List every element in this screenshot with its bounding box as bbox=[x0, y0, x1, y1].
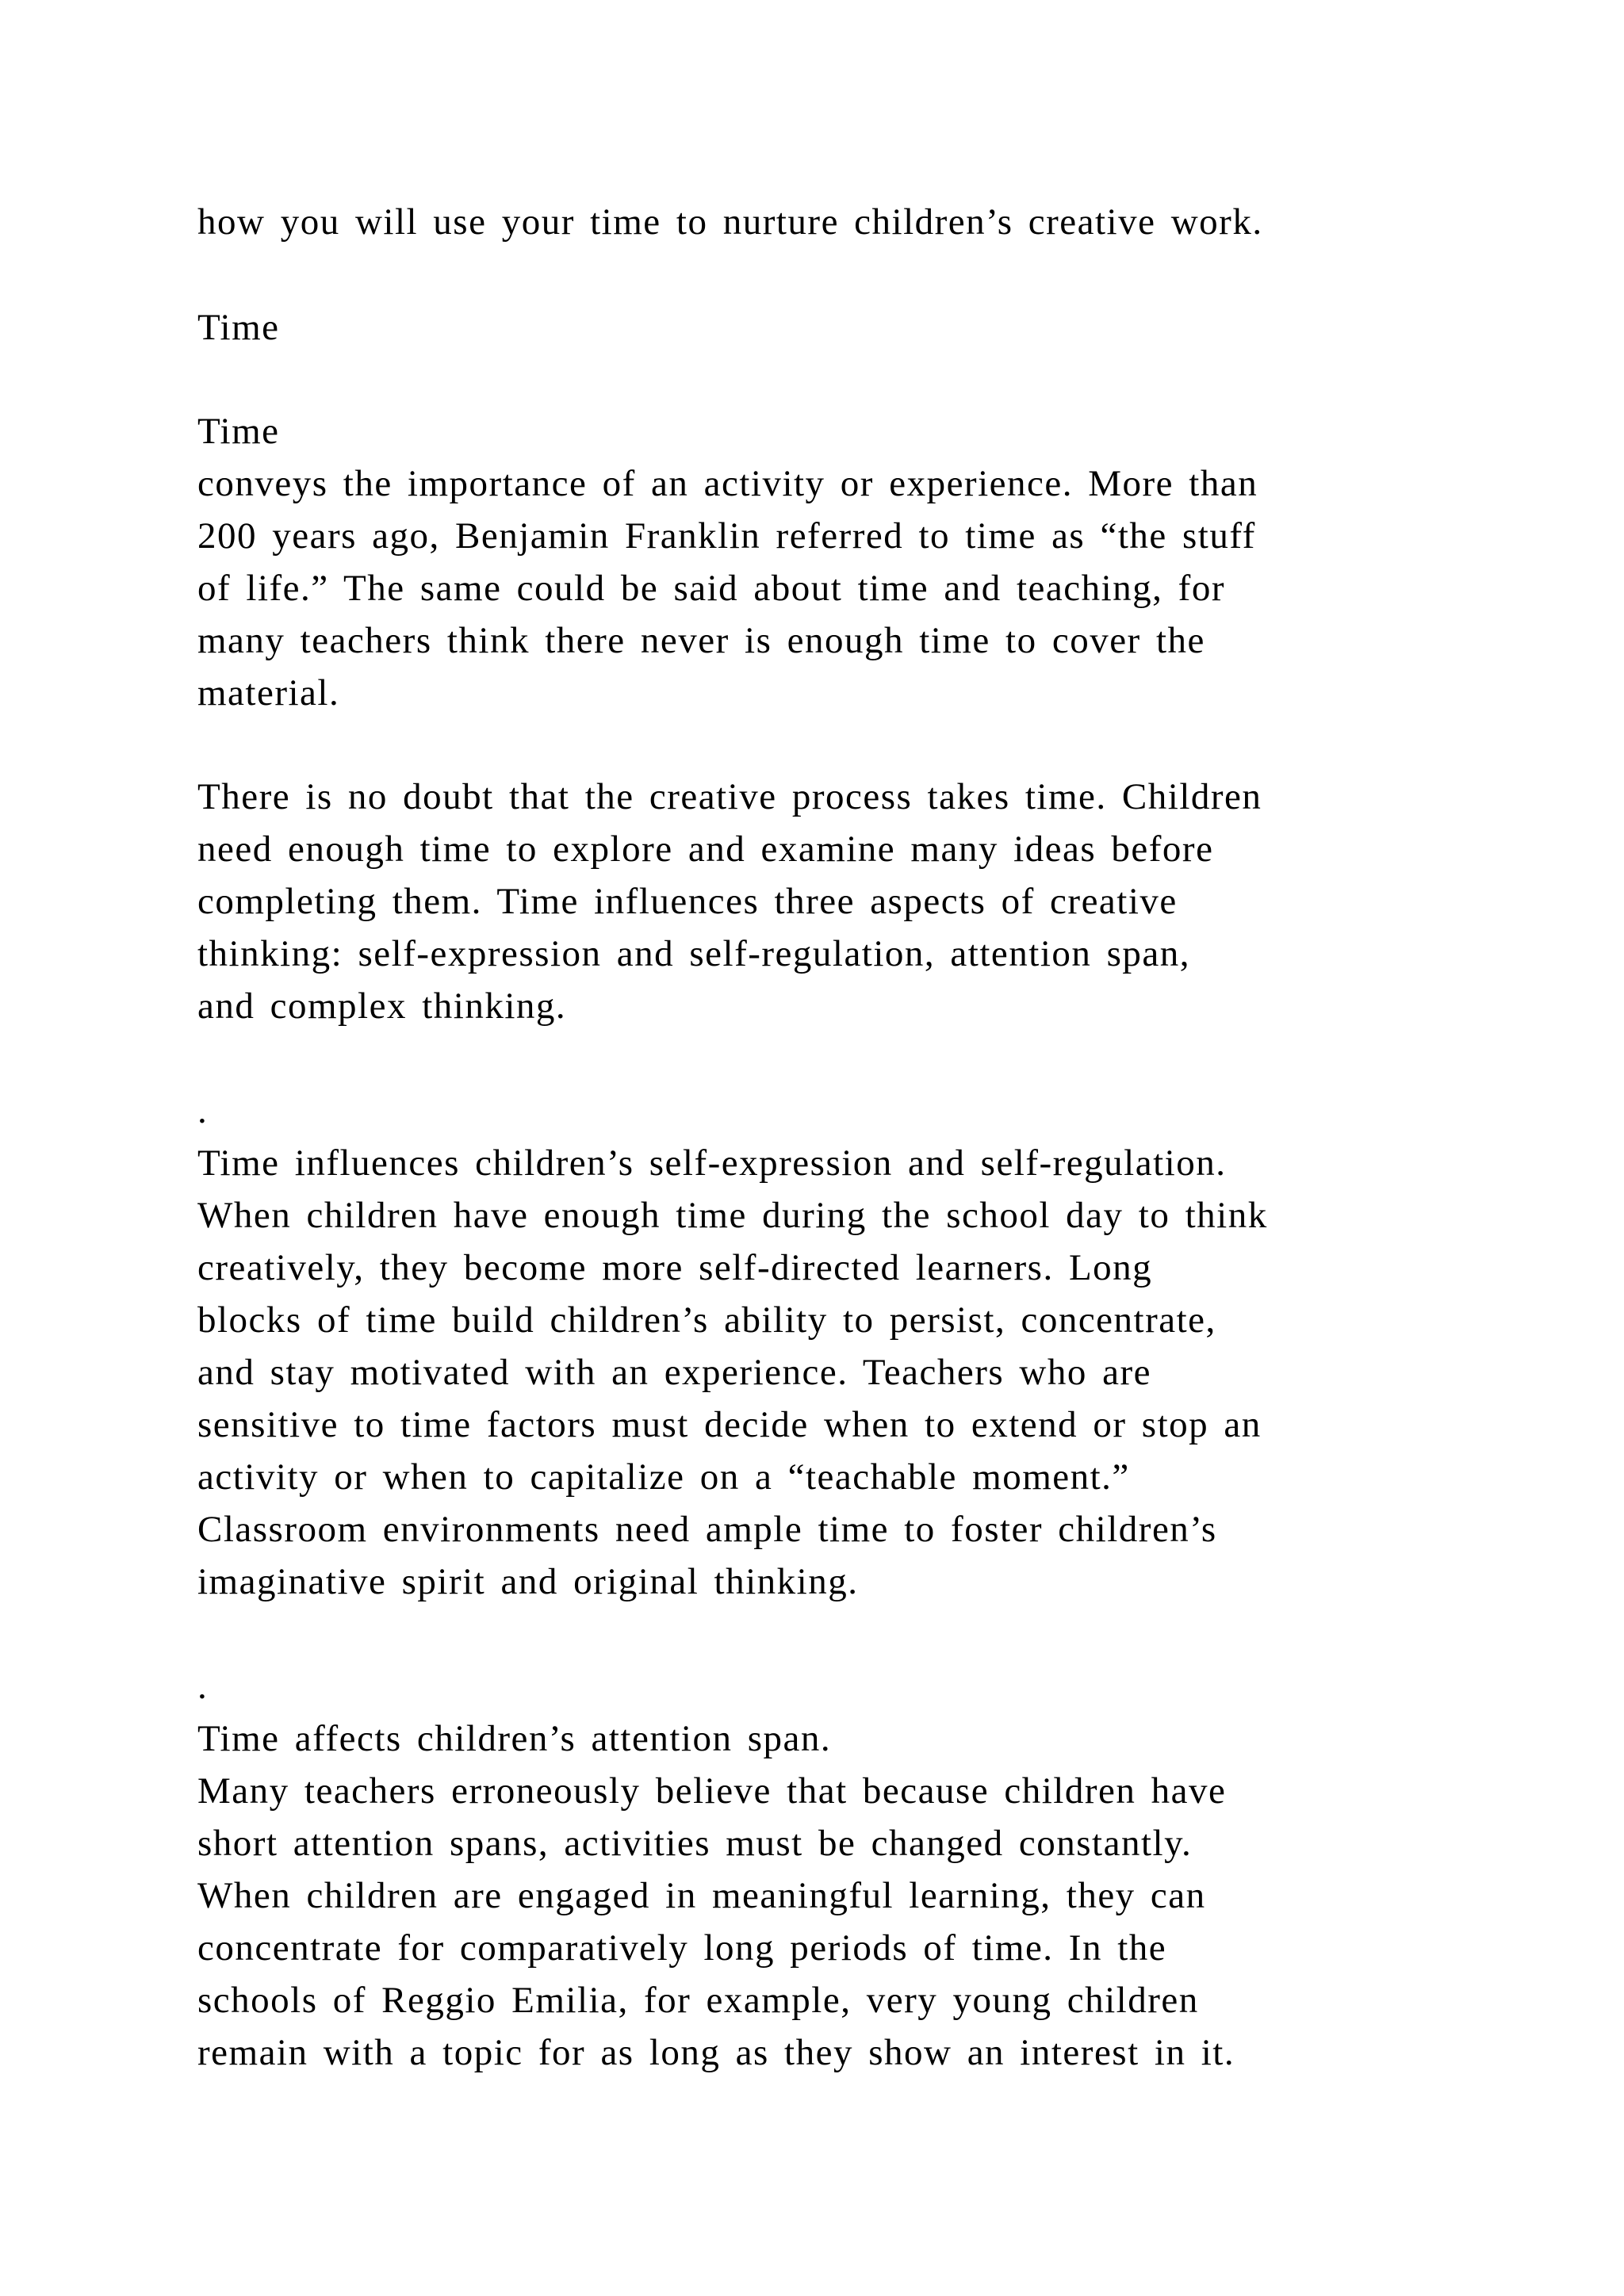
text-line: 200 years ago, Benjamin Franklin referred to time as “the stuff bbox=[197, 515, 1256, 557]
text-line: There is no doubt that the creative process takes time. Children bbox=[197, 776, 1262, 817]
text-line: Many teachers erroneously believe that because children have bbox=[197, 1770, 1227, 1812]
text-line: material. bbox=[197, 672, 340, 714]
text-line: many teachers think there never is enough time to cover the bbox=[197, 620, 1205, 661]
text-line: concentrate for comparatively long periods of time. In the bbox=[197, 1927, 1167, 1969]
text-line: When children have enough time during the school day to think bbox=[197, 1195, 1268, 1236]
text-line: thinking: self-expression and self-regulation, attention span, bbox=[197, 933, 1191, 974]
section-heading: Time bbox=[197, 307, 280, 348]
text-line: creatively, they become more self-directed learners. Long bbox=[197, 1247, 1153, 1288]
text-line: short attention spans, activities must be changed constantly. bbox=[197, 1823, 1193, 1864]
text-line: need enough time to explore and examine many ideas before bbox=[197, 828, 1214, 870]
bullet-marker: . bbox=[197, 1090, 209, 1131]
text-line: When children are engaged in meaningful learning, they can bbox=[197, 1875, 1206, 1916]
text-line: remain with a topic for as long as they show an interest in it. bbox=[197, 2032, 1235, 2073]
text-line: and complex thinking. bbox=[197, 985, 567, 1027]
text-line: of life.” The same could be said about time and teaching, for bbox=[197, 568, 1225, 609]
text-line: and stay motivated with an experience. Teachers who are bbox=[197, 1352, 1151, 1393]
text-line: blocks of time build children’s ability to persist, concentrate, bbox=[197, 1299, 1216, 1341]
text-line: sensitive to time factors must decide when to extend or stop an bbox=[197, 1404, 1262, 1445]
bullet-marker: . bbox=[197, 1666, 209, 1707]
text-line: imaginative spirit and original thinking. bbox=[197, 1561, 859, 1602]
text-line: Time affects children’s attention span. bbox=[197, 1718, 832, 1759]
text-line: schools of Reggio Emilia, for example, very young children bbox=[197, 1980, 1199, 2021]
text-line: completing them. Time influences three aspects of creative bbox=[197, 881, 1178, 922]
text-line: conveys the importance of an activity or experience. More than bbox=[197, 463, 1258, 504]
text-line: how you will use your time to nurture children’s creative work. bbox=[197, 201, 1263, 243]
text-line: activity or when to capitalize on a “teachable moment.” bbox=[197, 1456, 1130, 1498]
text-line: Time bbox=[197, 411, 280, 452]
text-line: Time influences children’s self-expression and self-regulation. bbox=[197, 1142, 1227, 1184]
text-line: Classroom environments need ample time to foster children’s bbox=[197, 1509, 1217, 1550]
